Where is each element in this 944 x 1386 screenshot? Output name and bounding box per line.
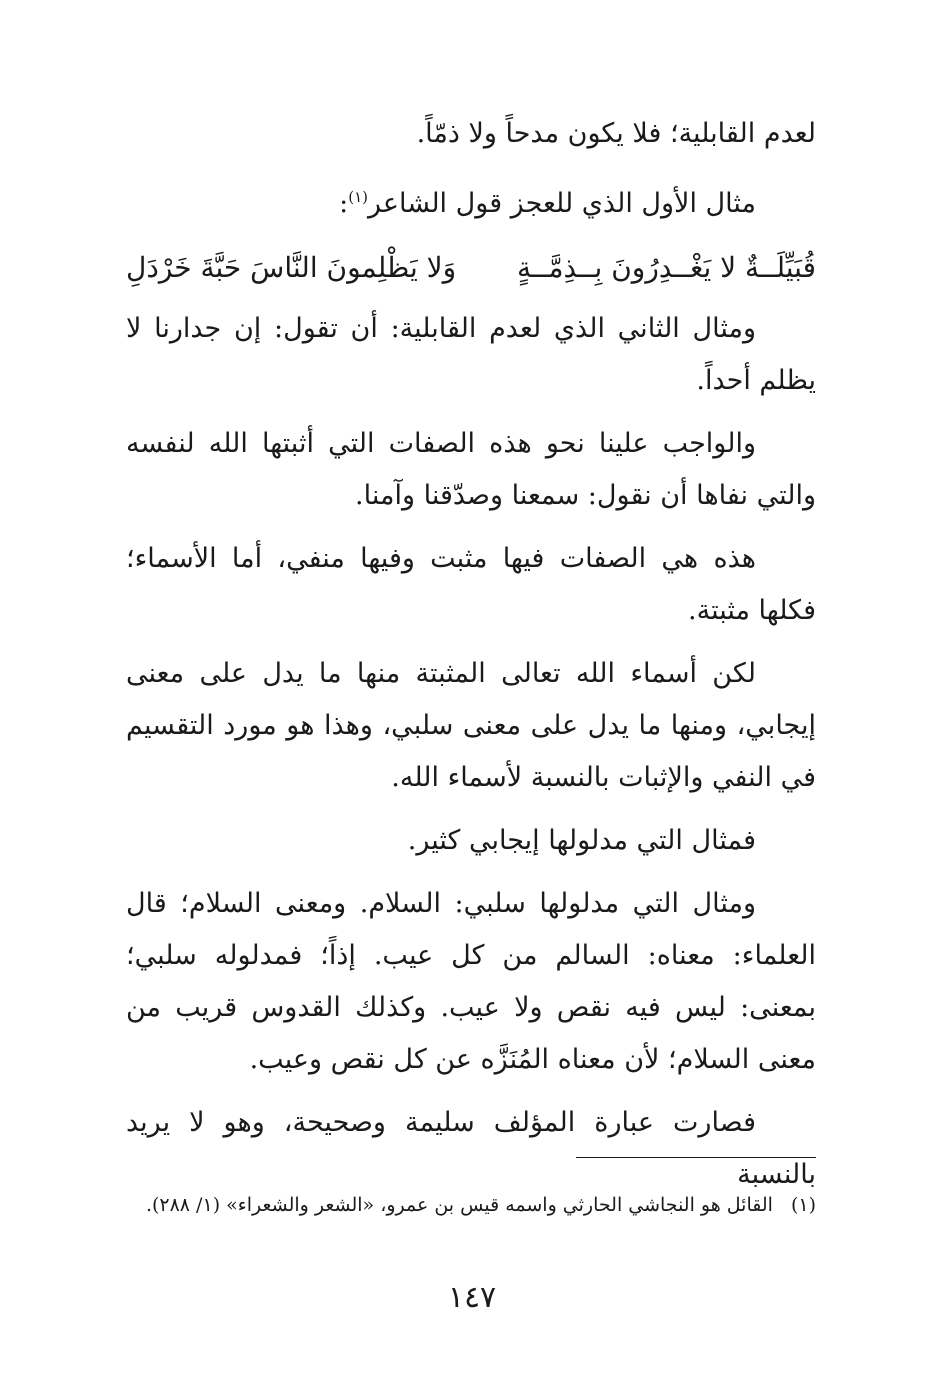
paragraph-names: لكن أسماء الله تعالى المثبتة منها ما يدل على معنى إيجابي، ومنها ما يدل على معنى سلبي، وهذا هو مورد التقسيم في النفي والإثبات بالنسبة لأسماء الله.: [126, 658, 816, 793]
paragraph-conclusion: فصارت عبارة المؤلف سليمة وصحيحة، وهو لا يريد بالنسبة: [126, 1107, 816, 1190]
paragraph-obligation: والواجب علينا نحو هذه الصفات التي أثبتها الله لنفسه والتي نفاها أن نقول: سمعنا وصدّقنا وآمنا.: [126, 428, 816, 511]
footnote-text: القائل هو النجاشي الحارثي واسمه قيس بن عمرو، «الشعر والشعراء» (١/ ٢٨٨).: [145, 1194, 773, 1216]
footnote-separator: [576, 1157, 816, 1158]
footnote-number: (١): [790, 1194, 816, 1216]
paragraph-continuation: لعدم القابلية؛ فلا يكون مدحاً ولا ذمّاً.: [416, 118, 816, 149]
paragraph-colon: :: [339, 188, 349, 219]
paragraph-negative-example: ومثال التي مدلولها سلبي: السلام. ومعنى السلام؛ قال العلماء: معناه: السالم من كل عيب. إذاً؛ فمدلوله سلبي؛ بمعنى: ليس فيه نقص ولا عيب. وكذلك القدوس قريب من معنى السلام؛ لأن معناه المُنَزَّه عن كل نقص وعيب.: [126, 888, 816, 1075]
paragraph-example-one: [126, 171, 816, 230]
footnote-reference: (١): [348, 188, 368, 206]
paragraph-text: مثال الأول الذي للعجز قول الشاعر: [368, 188, 756, 219]
page-number: ١٤٧: [447, 1280, 497, 1315]
paragraph-attributes: هذه هي الصفات فيها مثبت وفيها منفي، أما الأسماء؛ فكلها مثبتة.: [126, 543, 816, 626]
paragraph-example-two: ومثال الثاني الذي لعدم القابلية: أن تقول: إن جدارنا لا يظلم أحداً.: [126, 313, 816, 396]
paragraph-positive-example: فمثال التي مدلولها إيجابي كثير.: [407, 825, 756, 856]
page-body: [126, 108, 816, 1212]
verse-first-hemistich: قُبَيِّلَــةٌ لا يَغْــدِرُونَ بِــذِمَّــةٍ: [517, 251, 816, 284]
footnote: [116, 1190, 816, 1220]
verse-second-hemistich: وَلا يَظْلِمونَ النَّاسَ حَبَّةَ خَرْدَلِ: [126, 251, 457, 284]
poetry-verse: [126, 241, 816, 295]
